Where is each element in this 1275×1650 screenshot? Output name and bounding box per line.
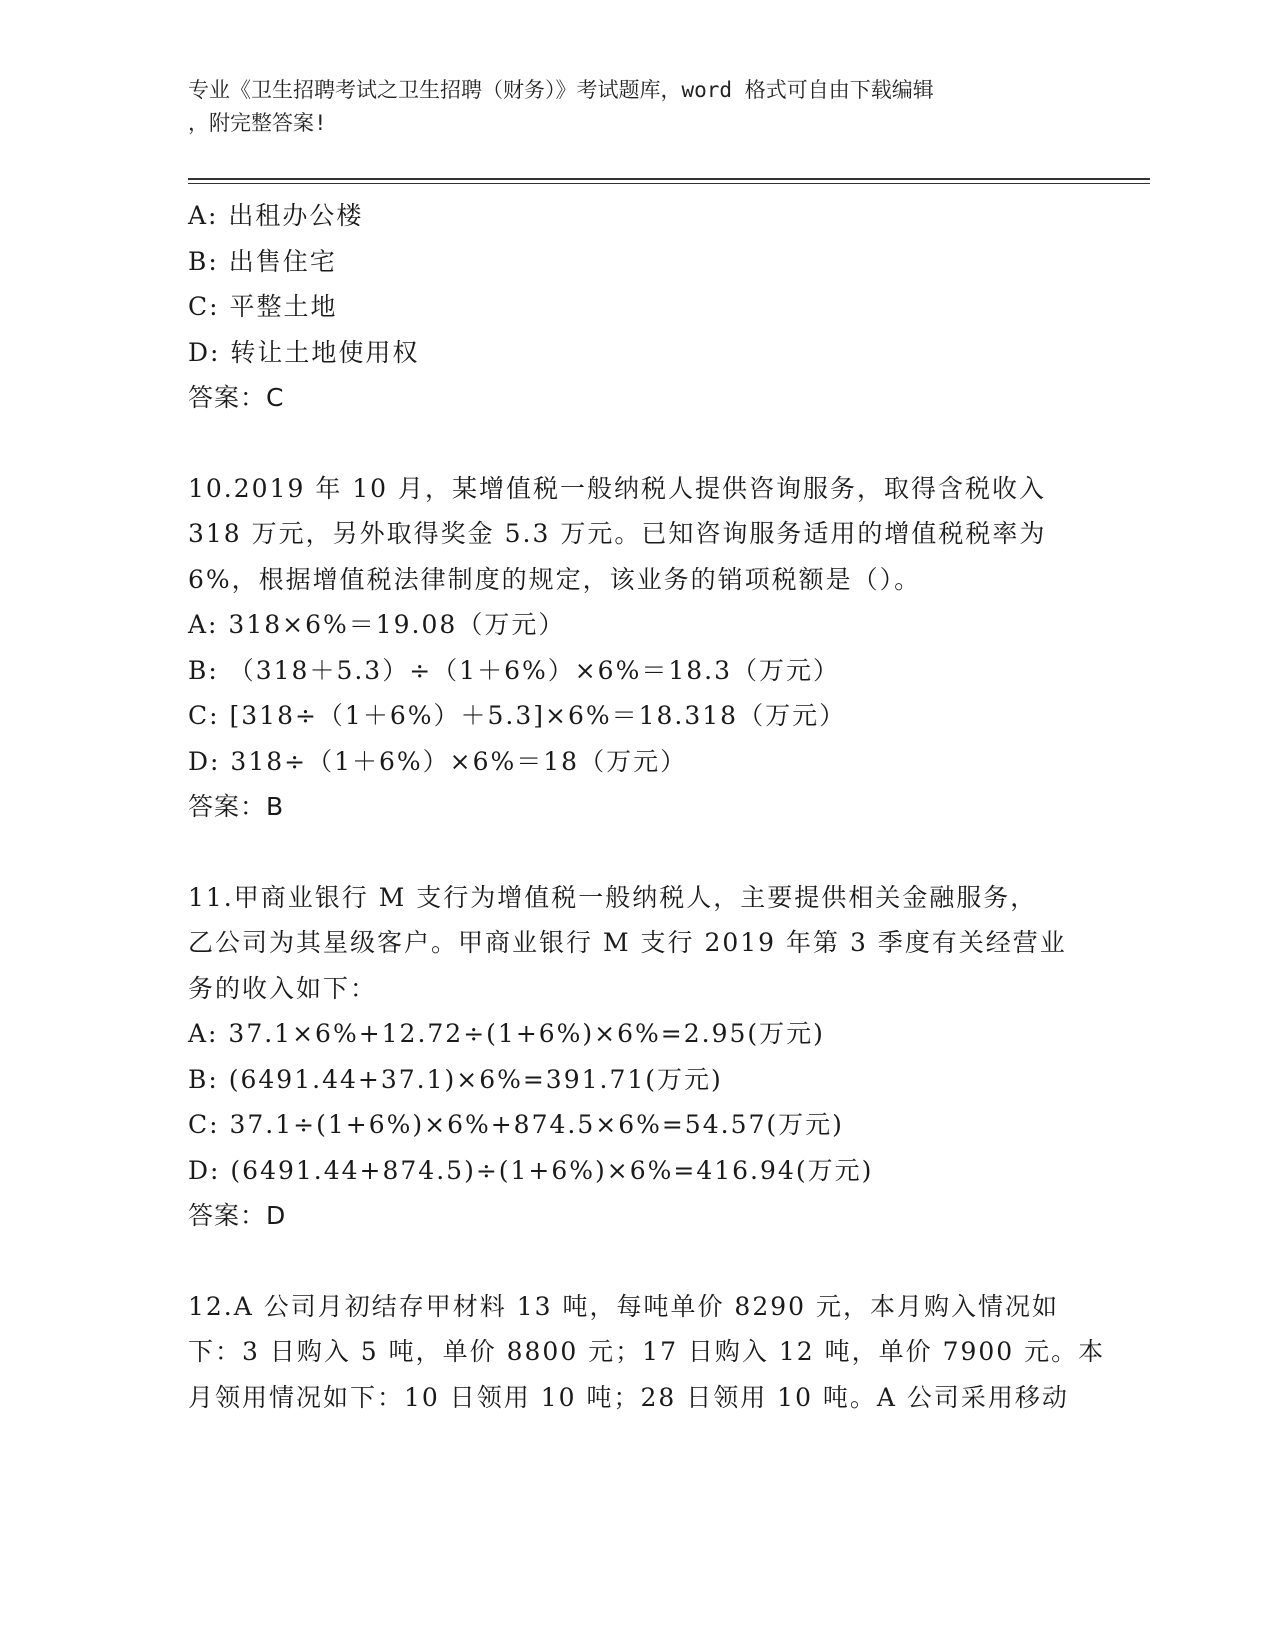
question-stem-line: 11.甲商业银行 M 支行为增值税一般纳税人，主要提供相关金融服务， (188, 882, 1038, 912)
answer-line: 答案：B (188, 792, 285, 821)
spacer (188, 830, 1088, 875)
header-line-2: ，附完整答案! (188, 111, 327, 135)
option-a: A: 318×6%＝19.08（万元） (188, 610, 566, 639)
question-stem-line: 10.2019 年 10 月，某增值税一般纳税人提供咨询服务，取得含税收入 (188, 473, 1047, 503)
option-b: B: 出售住宅 (188, 246, 337, 276)
spacer (188, 421, 1088, 466)
question-9 (188, 193, 1088, 421)
question-stem-line: 6%，根据增值税法律制度的规定，该业务的销项税额是（）。 (188, 564, 922, 594)
question-11 (188, 875, 1088, 1239)
option-b: B: （318＋5.3）÷（1＋6%）×6%＝18.3（万元） (188, 655, 841, 685)
question-stem-line: 下：3 日购入 5 吨，单价 8800 元；17 日购入 12 吨，单价 7900 元。本 (188, 1337, 1106, 1366)
header-line-1: 专业《卫生招聘考试之卫生招聘（财务）》考试题库，word 格式可自由下载编辑 (188, 78, 934, 102)
spacer (188, 1239, 1088, 1284)
option-c: C: [318÷（1＋6%）＋5.3]×6%＝18.318（万元） (188, 701, 847, 730)
option-a: A: 出租办公楼 (188, 201, 364, 230)
question-stem-line: 318 万元，另外取得奖金 5.3 万元。已知咨询服务适用的增值税税率为 (188, 519, 1047, 548)
option-c: C: 平整土地 (188, 292, 338, 321)
question-12 (188, 1284, 1106, 1421)
question-10 (188, 466, 1088, 830)
question-stem-line: 月领用情况如下：10 日领用 10 吨；28 日领用 10 吨。A 公司采用移动 (188, 1382, 1069, 1412)
question-stem-line: 务的收入如下： (188, 973, 378, 1003)
document-body (188, 193, 1106, 1420)
option-d: D: 318÷（1＋6%）×6%＝18（万元） (188, 746, 688, 776)
answer-line: 答案：D (188, 1201, 287, 1230)
answer-line: 答案：C (188, 383, 285, 412)
option-c: C: 37.1÷(1+6%)×6%+874.5×6%=54.57(万元) (188, 1110, 844, 1139)
question-stem-line: 乙公司为其星级客户。甲商业银行 M 支行 2019 年第 3 季度有关经营业 (188, 928, 1067, 957)
header-rule (188, 178, 1150, 180)
option-a: A: 37.1×6%+12.72÷(1+6%)×6%=2.95(万元) (188, 1019, 825, 1048)
option-b: B: (6491.44+37.1)×6%=391.71(万元) (188, 1064, 723, 1094)
option-d: D: 转让土地使用权 (188, 337, 420, 367)
page-header (188, 74, 1088, 140)
option-d: D: (6491.44+874.5)÷(1+6%)×6%=416.94(万元) (188, 1155, 874, 1185)
header-rule-thin (188, 183, 1150, 184)
question-stem-line: 12.A 公司月初结存甲材料 13 吨，每吨单价 8290 元，本月购入情况如 (188, 1291, 1059, 1321)
